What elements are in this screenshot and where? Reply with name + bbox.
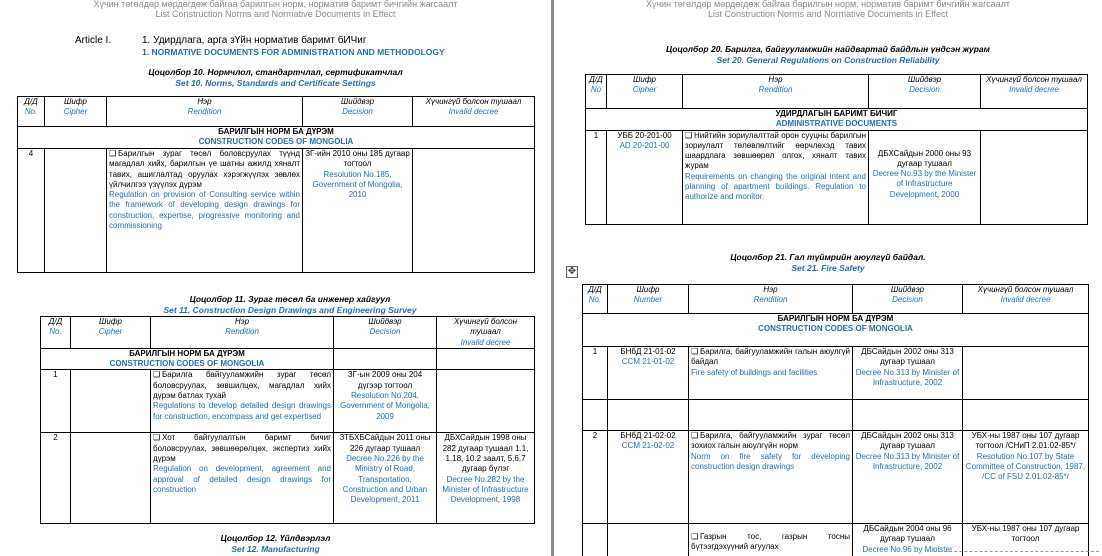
row-number: 4: [18, 149, 45, 273]
row-decision-en: Decree No.226 by the Ministry of Road, Transportation, Construction and Urban Development, 2011: [342, 454, 428, 505]
row-decision-en: Decree No.96 by Minister: [862, 544, 953, 554]
row-cipher: [71, 433, 151, 524]
col-name-en: Rendition: [758, 85, 793, 95]
row-name-en: Regulations to develop detailed design drawings for construction, encompass and get expertised: [153, 401, 331, 421]
article-label: Article I.: [75, 35, 112, 46]
row-number: 1: [583, 347, 608, 400]
col-cipher-mn: Шифр: [636, 285, 660, 294]
table-row: [41, 370, 535, 433]
col-cipher-mn: Шифр: [633, 75, 656, 84]
col-name-en: Rendition: [187, 107, 222, 117]
row-number: 2: [41, 433, 71, 524]
row-decision-mn: ДБСайдын 2002 оны 313 дугаар тушаал: [861, 347, 954, 367]
col-name-mn: Нэр: [763, 285, 778, 294]
col-decision-en: Decision: [369, 327, 401, 337]
set20-title-mn: Цоцолбор 20. Барилга, байгууламжийн найдвартай байдлын үндсэн журам: [666, 44, 990, 54]
table-row: [18, 149, 535, 273]
set20-table: [585, 74, 1088, 225]
row-name-mn: Нийтийн зориулалттай орон сууцны барилгын зориулалт төлөвлөлтийг өөрчлөхэд тавих шаардлага зөвшөөрөл олгох, хяналт тавих журам: [685, 130, 866, 171]
row-number: 1: [586, 130, 607, 224]
row-decision-mn: ДБСайдын 2004 оны 96 дугаар тушаал: [863, 524, 952, 544]
col-cipher-en: Cipher: [632, 85, 657, 95]
row-decision-mn: ДБХСайдын 2000 оны 93 дугаар тушаал: [877, 148, 972, 168]
row-invalid: [981, 130, 1088, 224]
set11-caption: [0, 294, 551, 316]
table-row: [41, 433, 535, 524]
row-decision-mn: ЗГ-ын 2009 оны 204 дүгээр тогтоол: [347, 370, 423, 390]
col-cipher-mn: Шифр: [64, 97, 87, 106]
row-cipher: [45, 149, 107, 273]
set10-caption: [0, 67, 551, 89]
group-title-en: CONSTRUCTION CODES OF MONGOLIA: [198, 137, 354, 147]
col-name-en: Rendition: [225, 327, 259, 337]
row-invalid: [413, 149, 535, 273]
col-decision-en: Decision: [892, 295, 923, 305]
bullet-icon: ❑: [685, 130, 693, 140]
col-no-en: No.: [24, 107, 38, 117]
set11-table: [40, 316, 535, 524]
table-header-row: [586, 75, 1088, 109]
row-name-mn: Барилга, байгууламжийн зураг төсөл зохиох галын аюулгүйн норм: [691, 431, 850, 451]
row-decision-mn: ДБСайдын 2002 оны 313 дугаар тушаал: [861, 431, 954, 451]
table-header-row: [583, 285, 1089, 314]
row-decision-en: Decree No.313 by Minister of Infrastructure, 2002: [855, 451, 960, 471]
row-number: 1: [41, 370, 71, 433]
set21-title-mn: Цоцолбор 21. Гал түймрийн аюулгүй байдал.: [730, 252, 926, 262]
col-invalid-en: Invalid decree: [1009, 85, 1059, 95]
row-decision-en: Decree No.93 by the Minister of Infrastructure Development, 2000: [872, 169, 977, 199]
table-group-row: [586, 109, 1088, 131]
page-header-en: List Construction Norms and Normative Documents in Effect: [708, 9, 948, 19]
group-title-mn: УДИРДЛАГЫН БАРИМТ БИЧИГ: [775, 109, 898, 118]
page-header-en: List Construction Norms and Normative Documents in Effect: [155, 9, 396, 19]
table-row-empty: [583, 400, 1089, 431]
col-decision-mn: Шийдвэр: [890, 285, 925, 294]
table-row: [583, 431, 1089, 524]
set20-caption: [554, 44, 1102, 66]
row-cipher-mn: УББ 20-201-00: [617, 130, 672, 140]
table-row: [586, 130, 1088, 224]
row-name-en: Regulation on development, agreement and approval of detailed design drawings for construction: [153, 464, 331, 494]
row-name-mn: Газрын тос, газрын тосны бүтээгдэхүүний агуулах: [691, 532, 850, 552]
set10-title-en: Set 10. Norms, Standards and Certificate Settings: [175, 78, 376, 88]
set12-caption: [0, 533, 551, 555]
section-heading-mn: 1. Удирдлага, арга зҮйн норматив баримт бИЧиг: [142, 35, 367, 46]
col-no-mn: Д/Д: [24, 97, 38, 106]
set11-title-en: Set 11. Construction Design Drawings and Engineering Survey: [163, 305, 417, 315]
col-no-en: No: [590, 85, 602, 95]
set21-title-en: Set 21. Fire Safety: [791, 263, 865, 273]
row-name-en: Regulation on provision of Consulting service within the framework of developing design drawings for construction, expertise, progressive monitoring and commissioning: [109, 190, 300, 231]
row-name-mn: Барилга байгууламжийн зураг төсөл боловсруулах, зөвшилцөх, магадлал хийх дүрэм батлах тухай: [153, 370, 331, 401]
set10-title-mn: Цоцолбор 10. Нормчлол, стандартчлал, сертификатчлал: [148, 67, 403, 77]
row-decision-mn: ЗГ-ийн 2010 оны 185 дугаар тогтоол: [305, 149, 410, 169]
col-no-en: No.: [588, 295, 602, 305]
row-decision-en: Resolution No.185, Government of Mongolia, 2010: [312, 169, 403, 200]
col-name-mn: Нэр: [197, 97, 212, 106]
col-invalid-en: Invalid decree: [1000, 295, 1051, 305]
set12-title-en: Set 12. Manufacturing: [231, 544, 320, 554]
group-title-mn: БАРИЛГЫН НОРМ БА ДҮРЭМ: [129, 348, 245, 358]
page-header-mn: Хүчин төгөлдөр мөрдөгдөж байгаа барилгын норм, норматив баримт бичгийн жагсаалт: [645, 0, 1011, 9]
col-decision-mn: Шийдвэр: [368, 317, 402, 326]
document-page-right: [554, 0, 1102, 556]
row-name-en: Requirements on changing the original intent and planning of apartment buildings. Regulation to authorize and monitor.: [685, 171, 866, 202]
col-cipher-en: Cipher: [63, 107, 88, 117]
col-decision-en: Decision: [909, 85, 940, 95]
row-invalid-en: Resolution No.107 by State Committee of Construction, 1987, /CC of FSU 2.01.02-85*/: [965, 451, 1086, 482]
group-title-en: CONSTRUCTION CODES OF MONGOLIA: [109, 359, 265, 369]
table-row: [583, 347, 1089, 400]
row-name-en: Fire safety of buildings and facilities: [691, 367, 818, 377]
col-name-mn: Нэр: [234, 317, 250, 326]
section-heading-en: 1. NORMATIVE DOCUMENTS FOR ADMINISTRATION AND METHODOLOGY: [142, 47, 445, 57]
col-decision-mn: Шийдвэр: [907, 75, 942, 84]
set12-title-mn: Цоцолбор 12. Үйлдвэрлэл: [220, 533, 331, 543]
row-number: 2: [583, 431, 608, 524]
row-cipher-en: AD 20-201-00: [619, 140, 670, 150]
bullet-icon: ❑: [153, 370, 161, 380]
row-name-en: Norm on fire safety for developing construction design drawings: [691, 451, 850, 471]
table-move-handle-icon[interactable]: ✥: [567, 266, 577, 277]
row-name-mn: Хот байгуулалтын баримт бичиг боловсруулах, зөвшөөрөлцөх, экспертиз хийх дүрэм: [153, 433, 331, 464]
col-invalid-en: Invalid decree: [448, 107, 499, 117]
row-name-mn: Барилгын зураг төсөл боловсруулах түүнд магадлал хийх, барилгын үе шатны ажилд хяналт тавих, ашиглалтад оруулах хэрэгжүүлэх зөвлөх үйлчилгээ үзүүлэх дүрэм: [109, 149, 300, 189]
group-title-en: ADMINISTRATIVE DOCUMENTS: [775, 119, 898, 129]
col-cipher-en: Cipher: [98, 327, 123, 337]
group-title-en: CONSTRUCTION CODES OF MONGOLIA: [758, 324, 913, 334]
row-invalid-mn: ДБХСайдын 1998 оны 282 дугаар тушаал 1.1, 1.18, 10.2 заалт, 5,6,7 дугаар бүлэг: [442, 433, 529, 474]
row-invalid-en: Decree No.282 by the Minister of Infrastructure Development, 1998: [442, 474, 529, 505]
col-name-en: Rendition: [753, 295, 788, 305]
row-decision-mn: ЗТБХБСайдын 2011 оны 226 дугаар тушаал: [339, 433, 431, 453]
col-no-mn: Д/Д: [588, 285, 602, 294]
row-invalid-mn: УБХ-ны 1987 оны 107 дугаар тогтоол /СНиП 2.01.02-85*/: [971, 431, 1080, 451]
col-invalid-mn: Хүчингүй болсон тушаал: [425, 97, 522, 106]
col-no-en: No.: [49, 327, 62, 337]
table-header-row: [18, 97, 535, 127]
col-decision-en: Decision: [342, 107, 373, 117]
row-cipher-mn: БНбД 21-02-02: [620, 431, 676, 440]
bullet-icon: ❑: [691, 431, 699, 440]
col-no-mn: Д/Д: [48, 317, 63, 326]
set10-table: [17, 96, 535, 273]
table-group-row: [41, 348, 535, 370]
page-header: [554, 0, 1102, 19]
row-decision-en: Resolution No.204, Government of Mongolia, 2009: [340, 391, 430, 421]
row-cipher-mn: БНбД 21-01-02: [620, 347, 676, 356]
set11-title-mn: Цоцолбор 11. Зураг төсөл ба инженер хайгуул: [189, 294, 391, 304]
table-group-row: [18, 127, 535, 149]
table-header-row: [41, 317, 535, 349]
col-name-mn: Нэр: [768, 75, 783, 84]
row-cipher-en: CCM 21-01-02: [621, 357, 675, 367]
set21-caption: [554, 252, 1102, 274]
col-decision-mn: Шийдвэр: [340, 97, 375, 106]
set21-table: [582, 284, 1089, 556]
set20-title-en: Set 20. General Regulations on Construction Reliability: [716, 55, 940, 65]
col-cipher-en: Number: [633, 295, 663, 305]
bullet-icon: ❑: [691, 347, 699, 356]
col-invalid-mn: Хүчингүй болсон тушаал: [986, 75, 1082, 84]
row-cipher: [71, 370, 151, 433]
group-title-mn: БАРИЛГЫН НОРМ БА ДҮРЭМ: [777, 314, 894, 323]
col-cipher-mn: Шифр: [99, 317, 122, 326]
row-name-mn: Барилга, байгууламжийн галын аюулгүй байдал: [691, 347, 850, 367]
bullet-icon: ❑: [153, 433, 161, 443]
col-invalid-mn: Хүчингүй болсон тушаал: [453, 317, 518, 337]
row-cipher-en: CCM 21-02-02: [621, 441, 675, 451]
col-invalid-en: Invalid decree: [460, 337, 511, 347]
row-decision-en: Decree No.313 by Minister of Infrastructure, 2002: [855, 367, 960, 387]
table-group-row: [583, 314, 1089, 347]
col-invalid-mn: Хүчингүй болсон тушаал: [977, 285, 1074, 294]
bullet-icon: ❑: [691, 532, 699, 541]
page-header: [0, 0, 551, 19]
col-no-mn: Д/Д: [589, 75, 603, 84]
page-header-mn: Хүчин төгөлдөр мөрдөгдөж байгаа барилгын норм, норматив баримт бичгийн жагсаалт: [93, 0, 458, 9]
row-number: [583, 524, 608, 556]
page-break-marker: [934, 551, 1099, 552]
bullet-icon: ❑: [109, 149, 117, 158]
group-title-mn: БАРИЛГЫН НОРМ БА ДҮРЭМ: [218, 127, 334, 136]
row-invalid-mn: УБХ-ны 1987 оны 107 дугаар тогтоол: [971, 524, 1080, 544]
